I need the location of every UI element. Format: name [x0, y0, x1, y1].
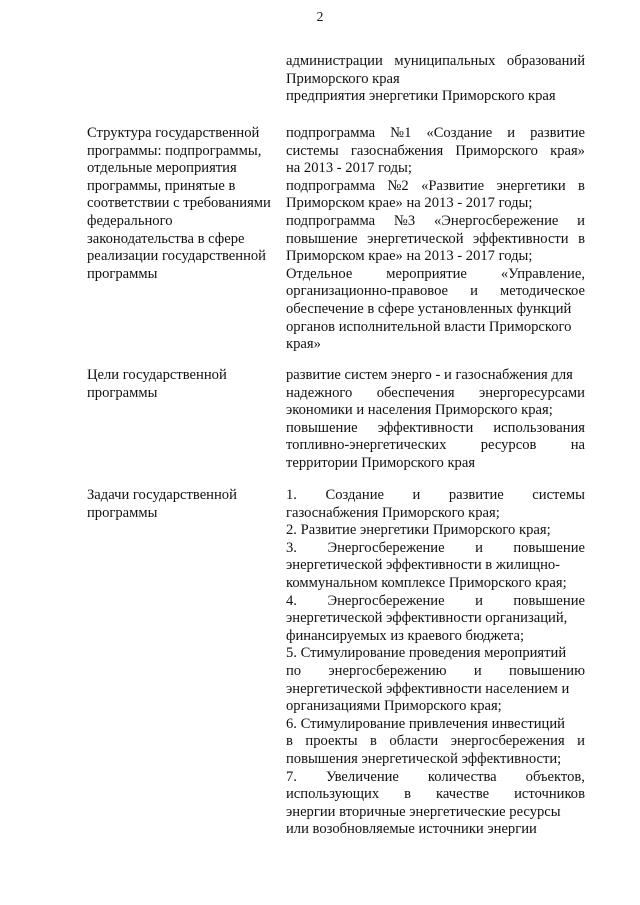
- word: Приморском крае» на 2013 - 2017 годы;: [286, 195, 533, 212]
- word: администрации: [286, 53, 383, 69]
- word: коммунальном комплексе Приморского края;: [286, 574, 567, 591]
- row-value-structure: [286, 125, 585, 354]
- word: 4.: [286, 592, 297, 609]
- word: энергосбережению: [328, 662, 447, 679]
- word: качестве: [436, 786, 490, 803]
- text-line: [286, 385, 585, 403]
- label-line: Задачи государственной: [87, 487, 237, 503]
- text-line: [286, 628, 585, 646]
- word: «Энергосбережение: [433, 212, 559, 229]
- text-line: [286, 821, 585, 839]
- row-value-goals: [286, 367, 585, 473]
- word: источников: [514, 786, 585, 803]
- word: организационно-правовое: [286, 283, 449, 300]
- word: эффективности: [473, 230, 569, 247]
- word: энергоресурсами: [479, 384, 585, 401]
- text-line: [286, 610, 585, 628]
- text-line: [286, 160, 585, 178]
- text-line: [286, 575, 585, 593]
- text-line: [286, 455, 585, 473]
- word: и: [577, 733, 585, 750]
- word: 1.: [286, 487, 297, 503]
- text-line: [286, 367, 585, 385]
- word: по: [286, 662, 302, 679]
- text-line: [286, 769, 585, 787]
- text-line: [286, 437, 585, 455]
- text-line: [286, 213, 585, 231]
- word: энергетической: [367, 230, 464, 247]
- word: повышение: [286, 230, 358, 247]
- word: 2. Развитие энергетики Приморского края;: [286, 522, 551, 539]
- word: органов исполнительной власти Приморского: [286, 318, 572, 335]
- word: предприятия энергетики Приморского края: [286, 88, 556, 105]
- text-line: [286, 522, 585, 540]
- text-line: [286, 143, 585, 161]
- word: подпрограмма: [286, 212, 376, 229]
- word: энергетической эффективности населением и: [286, 680, 570, 697]
- word: системы: [532, 487, 585, 503]
- word: 3.: [286, 539, 297, 556]
- word: финансируемых из краевого бюджета;: [286, 627, 525, 644]
- word: Приморского края: [286, 70, 400, 87]
- word: 5. Стимулирование проведения мероприятий: [286, 645, 567, 662]
- label-line: соответствии с требованиями: [87, 195, 271, 212]
- word: использующих: [286, 786, 380, 803]
- text-line: [286, 266, 585, 284]
- text-line: [286, 505, 585, 523]
- word: энергосбережения: [450, 733, 565, 750]
- word: ресурсов: [480, 437, 537, 454]
- text-line: [286, 319, 585, 337]
- word: топливно-энергетических: [286, 437, 447, 454]
- word: 7.: [286, 768, 297, 785]
- word: и: [473, 662, 482, 679]
- word: Энергосбережение: [327, 592, 445, 609]
- label-line: программы: [87, 384, 158, 401]
- word: развитие: [448, 487, 504, 503]
- word: объектов,: [525, 768, 585, 785]
- label-line: федерального: [87, 212, 173, 229]
- word: развитие систем энерго - и газоснабжения для: [286, 367, 573, 383]
- text-line: [286, 645, 585, 663]
- word: Приморского: [455, 142, 538, 159]
- text-line: [286, 195, 585, 213]
- row-label-goals: [87, 367, 283, 402]
- text-line: [286, 231, 585, 249]
- word: и: [577, 212, 585, 229]
- word: обеспечение в сфере установленных функций: [286, 300, 572, 317]
- text-line: [286, 733, 585, 751]
- word: количества: [427, 768, 497, 785]
- word: в: [370, 733, 377, 750]
- word: края»: [550, 142, 585, 159]
- label-line: реализации государственной: [87, 248, 266, 265]
- text-line: [286, 786, 585, 804]
- row-label-tasks: [87, 487, 283, 522]
- label-line: программы: подпрограммы,: [87, 142, 262, 159]
- word: области: [389, 733, 439, 750]
- text-line: [286, 125, 585, 143]
- word: повышение: [286, 419, 358, 436]
- word: Создание: [325, 487, 385, 503]
- word: повышение: [513, 539, 585, 556]
- word: в: [404, 786, 412, 803]
- word: или возобновляемые источники энергии: [286, 821, 537, 838]
- word: газоснабжения Приморского края;: [286, 504, 500, 521]
- text-line: [286, 540, 585, 558]
- word: организациями Приморского края;: [286, 698, 502, 715]
- word: и: [475, 592, 483, 609]
- text-line: [286, 681, 585, 699]
- word: 6. Стимулирование привлечения инвестиций: [286, 715, 565, 732]
- word: проекты: [305, 733, 358, 750]
- text-line: [286, 53, 585, 71]
- word: использования: [493, 419, 585, 436]
- word: и: [507, 125, 516, 141]
- text-line: [286, 487, 585, 505]
- word: и: [475, 539, 483, 556]
- word: повышение: [513, 592, 585, 609]
- word: на: [570, 437, 585, 454]
- word: развитие: [530, 125, 585, 141]
- word: образований: [506, 53, 585, 69]
- word: края»: [286, 336, 321, 353]
- row-label-structure: [87, 125, 283, 283]
- word: Энергосбережение: [327, 539, 445, 556]
- word: №1: [390, 125, 412, 141]
- label-line: программы: [87, 265, 158, 282]
- word: экономики и населения Приморского края;: [286, 402, 553, 419]
- text-line: [286, 751, 585, 769]
- word: повышению: [508, 662, 585, 679]
- word: и: [470, 283, 478, 300]
- label-line: Структура государственной: [87, 125, 260, 141]
- text-line: [286, 716, 585, 734]
- word: газоснабжения: [350, 142, 444, 159]
- word: подпрограмма: [286, 125, 376, 141]
- word: энергетической эффективности в жилищно-: [286, 557, 561, 574]
- word: №2: [387, 177, 409, 194]
- page-number: 2: [316, 9, 324, 24]
- text-line: [286, 178, 585, 196]
- word: и: [412, 487, 421, 503]
- text-line: [286, 557, 585, 575]
- text-line: [286, 248, 585, 266]
- text-line: [286, 593, 585, 611]
- word: эффективности: [377, 419, 474, 436]
- word: мероприятие: [386, 265, 467, 282]
- word: повышения энергетической эффективности;: [286, 750, 562, 767]
- label-line: отдельные мероприятия: [87, 160, 237, 177]
- word: энергетики: [496, 177, 566, 194]
- text-line: [286, 88, 585, 106]
- top-block-text: [286, 53, 585, 106]
- text-line: [286, 336, 585, 354]
- word: Приморском крае» на 2013 - 2017 годы;: [286, 248, 533, 265]
- word: в: [578, 230, 585, 247]
- word: надежного: [286, 384, 353, 401]
- text-line: [286, 402, 585, 420]
- word: методическое: [500, 283, 585, 300]
- word: территории Приморского края: [286, 454, 476, 471]
- word: энергии вторичные энергетические ресурсы: [286, 803, 561, 820]
- label-line: программы: [87, 504, 158, 521]
- text-line: [286, 283, 585, 301]
- label-line: Цели государственной: [87, 367, 227, 383]
- text-line: [286, 301, 585, 319]
- word: на 2013 - 2017 годы;: [286, 160, 412, 177]
- word: подпрограмма: [286, 177, 376, 194]
- word: муниципальных: [394, 53, 496, 69]
- word: системы: [286, 142, 339, 159]
- word: №3: [393, 212, 416, 229]
- text-line: [286, 804, 585, 822]
- word: Отдельное: [286, 265, 353, 282]
- word: энергетической эффективности организаций,: [286, 610, 568, 627]
- word: «Управление,: [500, 265, 585, 282]
- word: в: [286, 733, 293, 750]
- text-line: [286, 71, 585, 89]
- word: в: [578, 177, 585, 194]
- word: «Создание: [426, 125, 493, 141]
- label-line: законодательства в сфере: [87, 230, 245, 247]
- label-line: программы, принятые в: [87, 177, 236, 194]
- text-line: [286, 698, 585, 716]
- word: «Развитие: [421, 177, 485, 194]
- word: Увеличение: [325, 768, 399, 785]
- text-line: [286, 663, 585, 681]
- row-value-tasks: [286, 487, 585, 839]
- text-line: [286, 420, 585, 438]
- word: обеспечения: [376, 384, 455, 401]
